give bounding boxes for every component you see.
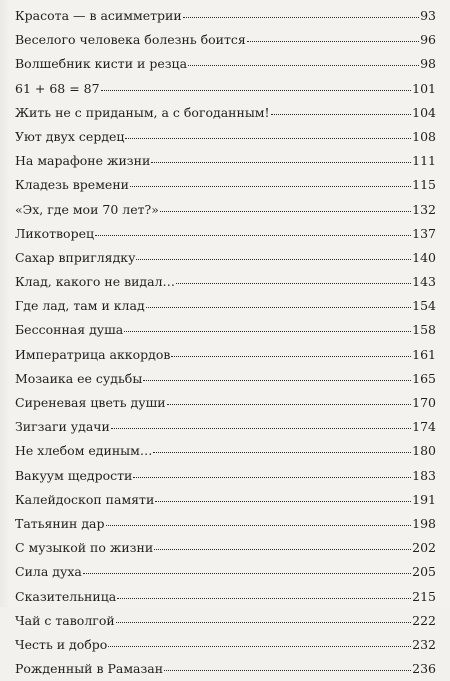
dot-leader — [160, 210, 411, 212]
toc-entry — [15, 367, 436, 391]
toc-entry-title: На марафоне жизни — [15, 153, 151, 169]
toc-entry — [15, 52, 436, 76]
dot-leader — [271, 113, 412, 115]
toc-entry-title: Уют двух сердец — [15, 128, 125, 144]
toc-entry-title: Кладезь времени — [15, 177, 129, 193]
toc-entry — [15, 4, 436, 28]
toc-entry-title: Чай с таволгой — [15, 612, 115, 628]
dot-leader — [101, 89, 412, 91]
toc-entry-title: С музыкой по жизни — [15, 540, 154, 556]
dot-leader — [116, 621, 411, 623]
dot-leader — [136, 258, 411, 260]
toc-entry — [15, 633, 436, 657]
dot-leader — [133, 476, 411, 478]
dot-leader — [188, 64, 419, 66]
toc-entry — [15, 609, 436, 633]
toc-entry — [15, 657, 436, 681]
dot-leader — [83, 572, 411, 574]
toc-entry — [15, 439, 436, 463]
dot-leader — [125, 137, 411, 139]
toc-entry-page: 115 — [412, 177, 436, 193]
toc-entry — [15, 488, 436, 512]
toc-entry-page: 205 — [412, 564, 436, 580]
toc-entry — [15, 391, 436, 415]
dot-leader — [146, 306, 411, 308]
toc-entry-title: Татьянин дар — [15, 515, 105, 531]
toc-entry-title: Где лад, там и клад — [15, 298, 145, 314]
toc-entry — [15, 560, 436, 584]
dot-leader — [247, 40, 419, 42]
toc-entry-page: 180 — [412, 443, 436, 459]
toc-entry — [15, 149, 436, 173]
toc-entry-page: 104 — [412, 104, 436, 120]
dot-leader — [153, 451, 411, 453]
dot-leader — [171, 355, 411, 357]
toc-entry-page: 101 — [412, 80, 436, 96]
toc-entry-page: 140 — [412, 249, 436, 265]
table-of-contents — [15, 4, 436, 681]
toc-entry-page: 96 — [420, 32, 436, 48]
toc-entry-page: 154 — [412, 298, 436, 314]
toc-entry-page: 143 — [412, 274, 436, 290]
dot-leader — [164, 669, 411, 671]
toc-entry — [15, 246, 436, 270]
toc-entry-page: 165 — [412, 370, 436, 386]
toc-entry — [15, 512, 436, 536]
toc-entry — [15, 585, 436, 609]
toc-entry-title: Мозаика ее судьбы — [15, 370, 143, 386]
toc-entry-page: 222 — [412, 612, 436, 628]
toc-entry-page: 98 — [420, 56, 436, 72]
toc-entry — [15, 28, 436, 52]
toc-entry — [15, 77, 436, 101]
toc-entry-page: 137 — [412, 225, 436, 241]
toc-entry-page: 108 — [412, 128, 436, 144]
toc-entry-title: Сила духа — [15, 564, 82, 580]
toc-entry-title: Клад, какого не видал… — [15, 274, 176, 290]
toc-entry-page: 93 — [420, 8, 436, 23]
toc-entry-title: Сахар вприглядку — [15, 249, 136, 265]
toc-entry-page: 215 — [412, 588, 436, 604]
toc-entry — [15, 536, 436, 560]
dot-leader — [143, 379, 411, 381]
dot-leader — [151, 161, 411, 163]
toc-entry-title: Рожденный в Рамазан — [15, 661, 164, 677]
toc-entry — [15, 270, 436, 294]
toc-entry-title: Зигзаги удачи — [15, 419, 110, 435]
toc-entry-page: 236 — [412, 661, 436, 677]
dot-leader — [155, 500, 411, 502]
toc-entry-title: Вакуум щедрости — [15, 467, 133, 483]
dot-leader — [154, 548, 411, 550]
toc-entry-title: Ликотворец — [15, 225, 95, 241]
dot-leader — [117, 597, 411, 599]
toc-entry — [15, 101, 436, 125]
toc-entry — [15, 294, 436, 318]
toc-entry-page: 174 — [412, 419, 436, 435]
toc-entry-title: Красота — в асимметрии — [15, 8, 182, 23]
toc-entry-page: 111 — [412, 153, 436, 169]
toc-entry-title: Волшебник кисти и резца — [15, 56, 188, 72]
toc-entry-page: 198 — [412, 515, 436, 531]
toc-entry-page: 161 — [412, 346, 436, 362]
toc-entry-page: 232 — [412, 636, 436, 652]
toc-entry-title: Сказительница — [15, 588, 117, 604]
toc-entry-title: Калейдоскоп памяти — [15, 491, 155, 507]
dot-leader — [111, 427, 411, 429]
toc-entry-page: 183 — [412, 467, 436, 483]
toc-entry — [15, 464, 436, 488]
dot-leader — [95, 234, 411, 236]
toc-entry-title: 61 + 68 = 87 — [15, 80, 100, 96]
dot-leader — [130, 185, 411, 187]
toc-entry-page: 158 — [412, 322, 436, 338]
dot-leader — [124, 330, 411, 332]
dot-leader — [176, 282, 411, 284]
toc-entry — [15, 125, 436, 149]
toc-entry-title: Не хлебом единым… — [15, 443, 153, 459]
toc-entry-title: Веселого человека болезнь боится — [15, 32, 246, 48]
toc-entry-title: Сиреневая цветь души — [15, 395, 166, 410]
toc-entry — [15, 222, 436, 246]
toc-entry — [15, 415, 436, 439]
toc-entry-page: 170 — [412, 395, 436, 410]
toc-entry-title: «Эх, где мои 70 лет?» — [15, 201, 159, 217]
toc-entry — [15, 343, 436, 367]
dot-leader — [167, 403, 412, 405]
dot-leader — [106, 524, 412, 526]
toc-entry-title: Императрица аккордов — [15, 346, 171, 362]
toc-entry-page: 202 — [412, 540, 436, 556]
toc-entry-title: Жить не с приданым, а с богоданным! — [15, 104, 270, 120]
toc-entry — [15, 173, 436, 197]
dot-leader — [183, 16, 419, 18]
toc-entry — [15, 318, 436, 342]
toc-entry-page: 132 — [412, 201, 436, 217]
toc-entry-title: Бессонная душа — [15, 322, 124, 338]
toc-entry-page: 191 — [412, 491, 436, 507]
dot-leader — [108, 645, 411, 647]
toc-entry-title: Честь и добро — [15, 636, 108, 652]
toc-entry — [15, 198, 436, 222]
